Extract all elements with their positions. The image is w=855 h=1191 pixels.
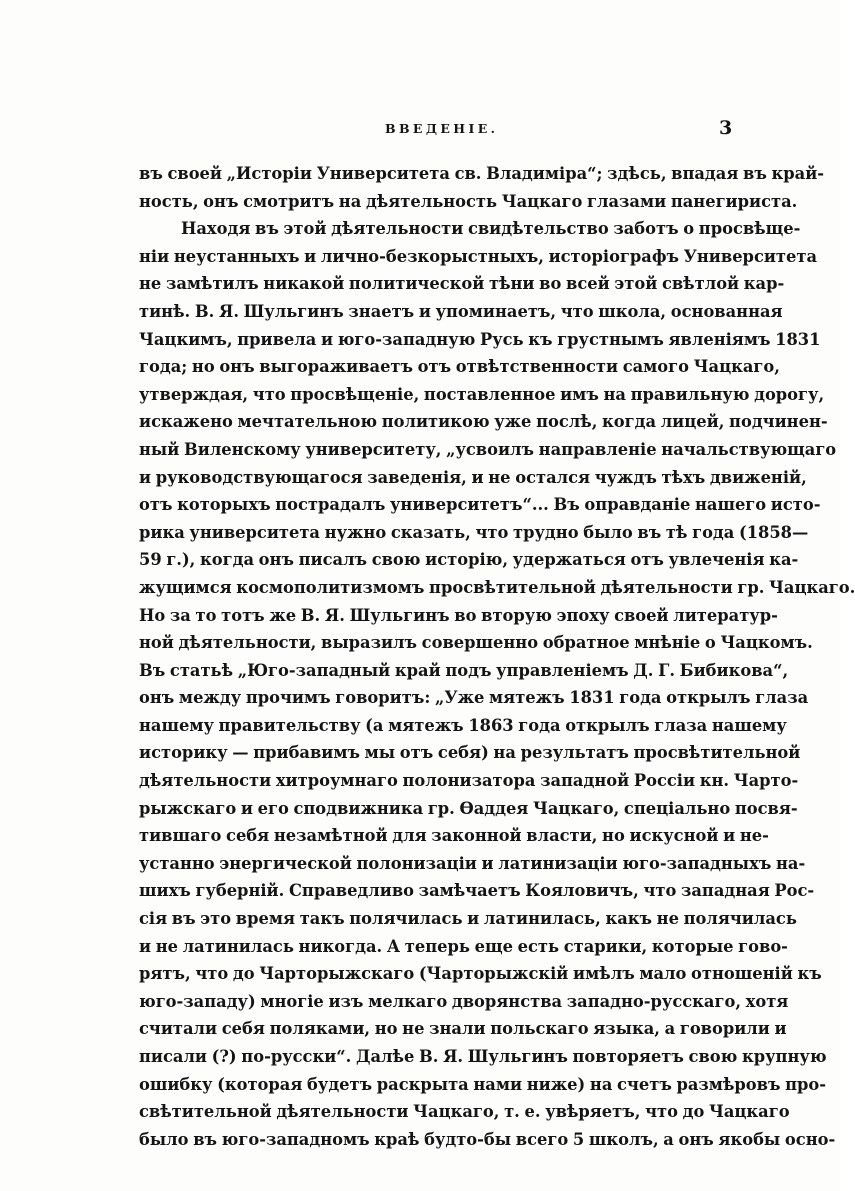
text-line: рика университета нужно сказать, что трудно было въ тѣ года (1858— — [139, 522, 809, 542]
text-line: утверждая, что просвѣщеніе, поставленное имъ на правильную дорогу, — [139, 384, 825, 404]
text-line: и не латинилась никогда. А теперь еще есть старики, которые гово- — [139, 936, 788, 956]
text-line: шихъ губерній. Справедливо замѣчаетъ Кояловичъ, что западная Рос- — [139, 881, 815, 901]
text-line: Въ статьѣ „Юго-западный край подъ управленіемъ Д. Г. Бибикова“, — [139, 660, 789, 680]
text-line: Но за то тотъ же В. Я. Шульгинъ во вторую эпоху своей литератур- — [139, 605, 778, 625]
text-line: 59 г.), когда онъ писалъ свою исторію, удержаться отъ увлеченія ка- — [139, 550, 799, 570]
text-line: не замѣтилъ никакой политической тѣни во всей этой свѣтлой кар- — [139, 274, 785, 294]
text-line: въ своей „Исторіи Университета св. Владиміра“; здѣсь, впадая въ край- — [139, 164, 825, 183]
text-line: сія въ это время такъ полячилась и латинилась, какъ не полячилась — [139, 909, 797, 929]
text-line: жущимся космополитизмомъ просвѣтительной дѣятельности гр. Чацкаго. — [139, 577, 855, 597]
text-line: года; но онъ выгораживаетъ отъ отвѣтственности самого Чацкаго, — [139, 357, 780, 377]
text-line: рыжскаго и его сподвижника гр. Ѳаддея Чацкаго, спеціально посвя- — [139, 798, 798, 818]
text-line: нашему правительству (а мятежъ 1863 года открылъ глаза нашему — [139, 715, 787, 735]
text-line: ность, онъ смотритъ на дѣятельность Чацкаго глазами панегириста. — [139, 191, 798, 211]
text-line: ошибку (которая будетъ раскрыта нами ниже) на счетъ размѣровъ про- — [139, 1074, 827, 1094]
text-line: писали (?) по-русски“. Далѣе В. Я. Шульгинъ повторяетъ свою крупную — [139, 1047, 827, 1066]
running-head — [0, 117, 840, 141]
text-line: рятъ, что до Чарторыжскаго (Чарторыжскій имѣлъ мало отношеній къ — [139, 964, 822, 984]
text-line: тившаго себя незамѣтной для законной власти, но искусной и не- — [139, 826, 769, 846]
text-line: ный Виленскому университету, „усвоилъ направленіе начальствующаго — [139, 439, 837, 459]
text-line: Находя въ этой дѣятельности свидѣтельство заботъ о просвѣще- — [181, 219, 801, 239]
text-line: историку — прибавимъ мы отъ себя) на результатъ просвѣтительной — [139, 743, 801, 763]
text-line: юго-западу) многіе изъ мелкаго дворянства западно-русскаго, хотя — [139, 991, 789, 1011]
text-line: отъ которыхъ пострадалъ университетъ“... Въ оправданіе нашего исто- — [139, 495, 821, 515]
page-number: 3 — [719, 117, 733, 139]
text-line: искажено мечтательною политикою уже послѣ, когда лицей, подчинен- — [139, 412, 828, 432]
text-line: и руководствующагося заведенія, и не остался чуждъ тѣхъ движеній, — [139, 467, 807, 487]
running-title: ВВЕДЕНІЕ. — [385, 121, 499, 136]
text-line: дѣятельности хитроумнаго полонизатора западной Россіи кн. Чарто- — [139, 771, 799, 791]
text-line: ной дѣятельности, выразилъ совершенно обратное мнѣніе о Чацкомъ. — [139, 633, 813, 653]
body-text — [139, 160, 855, 1153]
text-line: тинѣ. В. Я. Шульгинъ знаетъ и упоминаетъ, что школа, основанная — [139, 301, 783, 321]
text-line: свѣтительной дѣятельности Чацкаго, т. е. увѣряетъ, что до Чацкаго — [139, 1102, 790, 1122]
text-line: Чацкимъ, привела и юго-западную Русь къ грустнымъ явленіямъ 1831 — [139, 329, 821, 349]
text-line: считали себя поляками, но не знали польскаго языка, а говорили и — [139, 1019, 787, 1039]
text-line: устанно энергической полонизаціи и латинизаціи юго-западныхъ на- — [139, 853, 806, 873]
text-line: онъ между прочимъ говоритъ: „Уже мятежъ 1831 года открылъ глаза — [139, 688, 809, 708]
text-line: ніи неустанныхъ и лично-безкорыстныхъ, исторіографъ Университета — [139, 246, 818, 266]
text-line: было въ юго-западномъ краѣ будто-бы всего 5 школъ, а онъ якобы осно- — [139, 1129, 836, 1149]
